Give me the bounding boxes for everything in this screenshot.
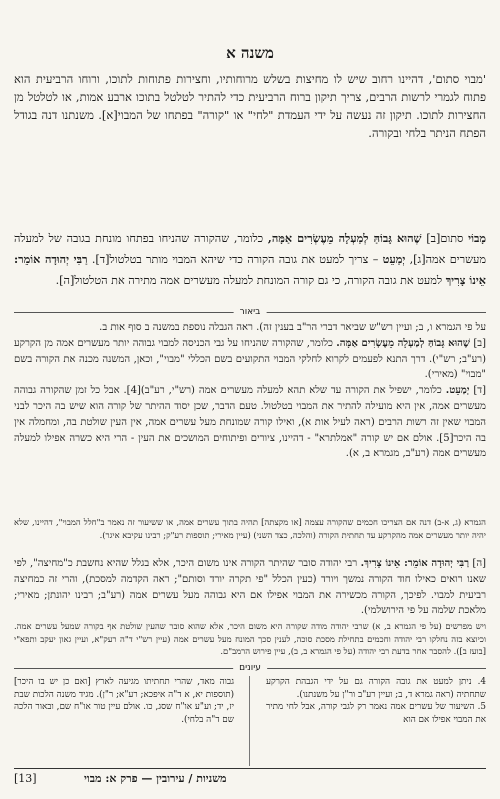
- commentary-paragraph: [14, 336, 486, 383]
- page-title: משנה א: [226, 44, 274, 62]
- mishna-quote-bold: שֶׁהוּא גָּבוֹהַּ לְמַעְלָה מֵעֶשְׂרִים אַמָּה,: [267, 231, 422, 245]
- mishna-text-segment: כלומר, שהקורה שהניחו בפתחו מונחת בגובה של למעלה מעשרים אמה[ג],: [14, 232, 486, 266]
- page-number: [13]: [14, 772, 37, 785]
- commentary-paragraph: [14, 556, 486, 619]
- iyun-note: גבוה מאד, שהרי תחתיתו מגיעה לארץ [ואם כן יש בו היכר] (תוספות יא, א ד"ה איפכא; רע"א; ר"ן). מגיד משנה הלכות שבת יז, יד; וע"ע או"ח שסג, כו. אולם עיין טור או"ח שם, ובאור הלכה שם ד"ה בלחי).: [14, 677, 234, 725]
- running-head: משניות / עירובין — פרק א: מבוי: [84, 772, 227, 785]
- biur-commentary: [14, 320, 486, 462]
- footnote-block: [14, 516, 486, 541]
- iyun-note: 4. ניתן למעט את גובה הקורה גם על ידי הגבהת הקרקע שתחתיה (ראה גמרא ד, ב; ועיין רע"ב ור"ן על משנתנו). 5. השיעור של עשרים אמה נאמר רק לגבי קורה, אבל לחי מתיר את המבוי אפילו אם הוא: [266, 677, 486, 725]
- mishna-text-segment: סתום[ב]: [421, 232, 469, 245]
- commentary-paragraph: [14, 383, 486, 462]
- mishna-quote-bold: רַבִּי יְהוּדָה אוֹמֵר: אֵינוֹ צָרִיךְ: [14, 252, 486, 287]
- commentary-paragraph: על פי הגמרא ו, ב; ועיין רש"ש שביאר דברי הר"ב בענין זה). ראה הגבלה נוספת במשנה ב סוף אות ב.: [99, 322, 486, 333]
- mishna-paragraph: [14, 228, 486, 291]
- note-marker: [ה]: [468, 558, 486, 569]
- footer-rule: [14, 768, 486, 769]
- footnote-block: [14, 620, 486, 658]
- iyunim-column-left: [14, 676, 234, 726]
- mishna-text-segment: למעט את גובה הקורה, כי גם קורה המונחת למעלה מעשרים אמה מתירה את הטלטול[ה].: [55, 274, 446, 287]
- intro-section: [14, 70, 486, 142]
- mishna-quote-bold: יְמַעֵט: [382, 252, 406, 266]
- column-divider: [249, 676, 250, 766]
- note-marker: [ד]: [469, 385, 486, 397]
- footnote-text: הגמרא (ג, א-ב) דנה אם הצריכו חכמים שהקורה עצמה [או מקצתה] תהיה בתוך עשרים אמה, או ששיעור זה נאמר ב"חלל המבוי", דהיינו, שלא יהיה יותר מעשרים אמה מהקרקע עד תחתית הקורה (והלכה, כצד השני) (עיין מאירי; תוספות רע"ק; רבינו עקיבא איגר).: [14, 517, 486, 540]
- commentary-lemma: שֶׁהוּא גָּבוֹהַּ לְמַעְלָה מֵעֶשְׂרִים אַמָּה.: [336, 337, 470, 349]
- biur-commentary-continued: [14, 556, 486, 619]
- note-marker: [ב]: [469, 337, 486, 349]
- section-divider-iyunim: [14, 662, 486, 674]
- footnote-text: ויש מפרשים (על פי הגמרא ב, א) שרבי יהודה מודה שקורה היא משום היכר, אלא שהוא סובר שהעין שולטת אף בקורה שמעל עשרים אמה. וכיוצא בזה נחלקו רבי יהודה וחכמים בתחילת מסכת סוכה, לענין סכך המונח מעל עשרים אמה (עיין רש"י ד"ה רעק"א, ועיין גאון יעקב ותפא"י [בועז ב]). להסבר אחר בדעת רבי יהודה (על פי הגמרא ב, ב), עיין פירוש הרמב"ם.: [14, 621, 486, 656]
- mishna-text-segment: – צריך למעט את גובה הקורה כדי שיהא המבוי מותר בטלטול[ד].: [87, 253, 383, 266]
- section-label-iyunim: עיונים: [233, 662, 267, 674]
- section-divider-biur: [14, 306, 486, 318]
- section-label-biur: ביאור: [234, 306, 267, 318]
- mishna-opening-word: מָבוֹי: [468, 231, 486, 245]
- commentary-text: רבי יהודה סובר שהיתר הקורה אינו משום היכר, אלא בגלל שהיא נחשבת כ"מחיצה", לפי שאנו רואים כאילו חוד הקורה נמשך ויורד (כעין הכלל "פי תקרה יורד וסותם"; ראה הקדמה למסכת), והרי זה כמחיצה רביעית למבוי. לפיכך, הקורה מכשירה את המבוי אפילו אם היא גבוהה מעל עשרים אמה (רע"ב; רבינו יהונתן; מאירי; מלאכת שלמה על פי הירושלמי).: [14, 558, 487, 617]
- commentary-text: כלומר, ישפיל את הקורה עד שלא תהא למעלה מעשרים אמה (רש"י, רע"ב)[4]. אבל כל זמן שהקורה גבוהה מעשרים אמה, אין היא מועילה להתיר את המבוי בטלטול. טעם הדבר, שכן יסוד ההיתר של קורה הוא שיש בה היכר לבני המבוי שאין זה רשות הרבים (ראה לעיל אות א), ואילו קורה שמונחת מעל עשרים אמה, אין העין שולטת בה, ומחמלה אין בה היכר[5]. אולם אם יש קורה "אמלתרא" - דהיינו, ציורים ופיתוחים המושכים את העין - הרי היא כשרה אפילו למעלה מעשרים אמה (רע"ב, מגמרא ב, א).: [14, 385, 486, 460]
- iyunim-section: [14, 676, 486, 766]
- intro-paragraph: 'מבוי סתום', דהיינו רחוב שיש לו מחיצות בשלש מרוחותיו, וחצירות פתוחות לתוכו, ורוחו הרביעית הוא פתוח לגמרי לרשות הרבים, צריך תיקון ברוח הרביעית כדי להתיר לטלטל בתוכו ארבע אמות, או לטלטל מן החצירות לתוכו. תיקון זה נעשה על ידי העמדת "לחי" או "קורה" בפתחו של המבוי[א]. משנתנו דנה בגודל הפתח הניתר בלחי ובקורה.: [14, 72, 486, 140]
- commentary-text: כלומר, שהקורה שהניחו על גבי הכניסה למבוי גבוהה יותר מעשרים אמה מן הקרקע (רע"ב; רש"י). דרך התנא לפעמים לקרוא לחלקי המבוי התקועים בשם הכללי "מבוי", וכאן, המשנה מכנה את הקורה בשם "מבוי" (מאירי).: [14, 337, 486, 381]
- mishna-text: [14, 228, 486, 291]
- commentary-lemma: יְמַעֵט.: [445, 385, 470, 397]
- iyunim-column-right: [266, 676, 486, 726]
- commentary-lemma: רַבִּי יְהוּדָה אוֹמֵר: אֵינוֹ צָרִיךְ.: [360, 558, 469, 569]
- page-footer: [14, 772, 486, 788]
- page: [14, 0, 486, 799]
